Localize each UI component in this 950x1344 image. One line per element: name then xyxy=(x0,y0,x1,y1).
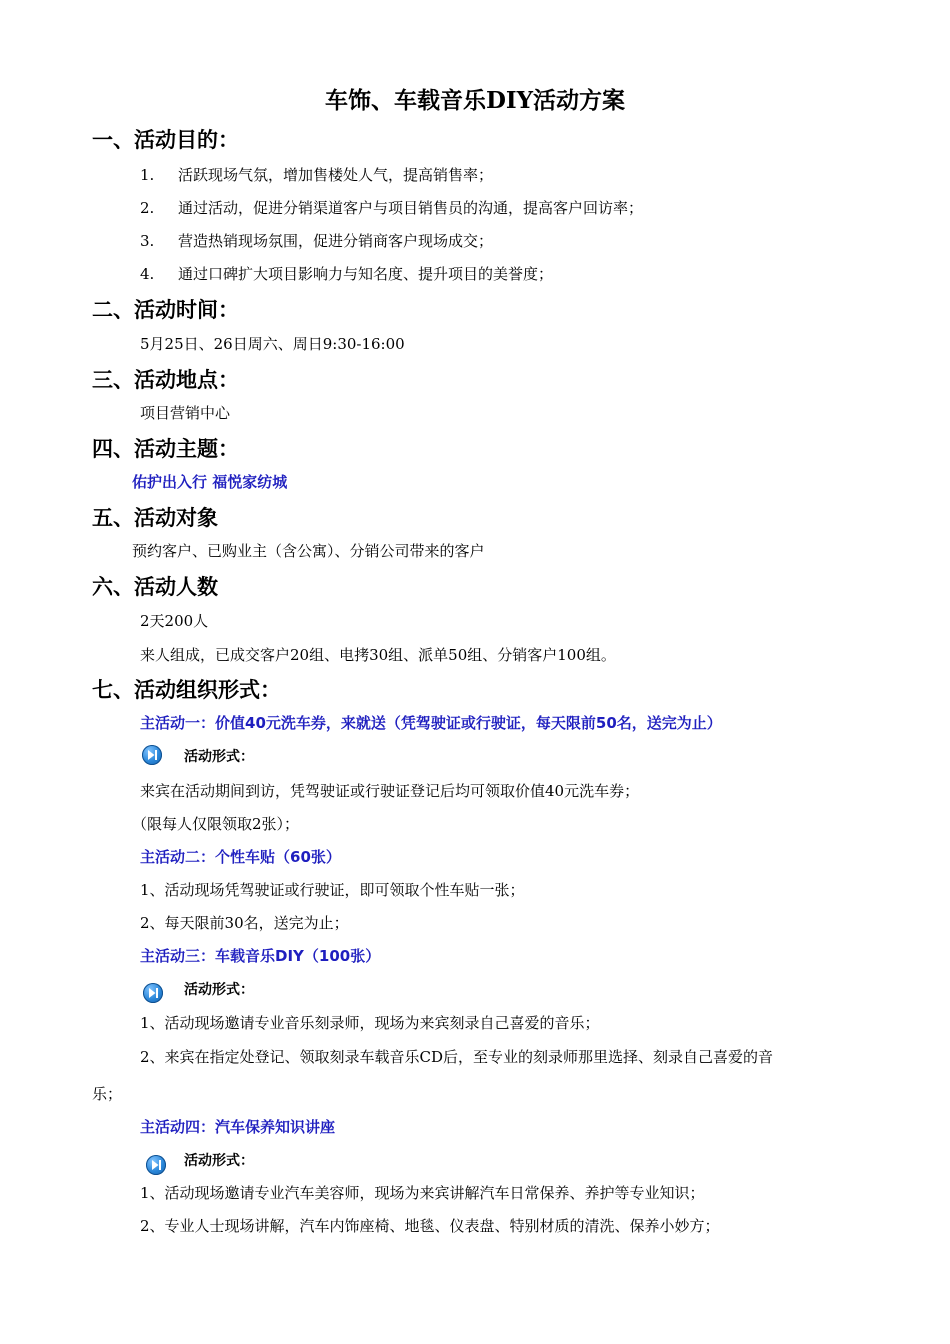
activity-3-title: 主活动三：车载音乐DIY（100张） xyxy=(140,947,381,965)
headcount-total: 2天200人 xyxy=(140,612,209,630)
activity-theme-text: 佑护出入行 福悦家纺城 xyxy=(132,473,288,491)
play-next-icon xyxy=(146,1155,166,1175)
purpose-item-3: 3. 营造热销现场氛围，促进分销商客户现场成交； xyxy=(140,232,494,250)
purpose-item-4: 4. 通过口碑扩大项目影响力与知名度、提升项目的美誉度； xyxy=(140,265,554,283)
headcount-breakdown: 来人组成，已成交客户20组、电拷30组、派单50组、分销客户100组。 xyxy=(140,646,616,664)
activity-3-line-2-continued: 乐； xyxy=(92,1085,123,1103)
section-heading-headcount: 六、活动人数 xyxy=(92,575,218,599)
section-heading-format: 七、活动组织形式： xyxy=(92,678,281,702)
section-heading-theme: 四、活动主题： xyxy=(92,437,239,461)
section-heading-purpose: 一、活动目的： xyxy=(92,128,239,152)
activity-2-line-2: 2、每天限前30名，送完为止； xyxy=(140,914,349,932)
activity-4-form-label: 活动形式： xyxy=(184,1153,254,1169)
activity-4-title: 主活动四：汽车保养知识讲座 xyxy=(140,1118,336,1136)
section-heading-time: 二、活动时间： xyxy=(92,298,239,322)
activity-1-title: 主活动一：价值40元洗车券，来就送（凭驾驶证或行驶证，每天限前50名，送完为止） xyxy=(140,714,722,732)
activity-audience-text: 预约客户、已购业主（含公寓）、分销公司带来的客户 xyxy=(132,542,485,560)
activity-3-line-1: 1、活动现场邀请专业音乐刻录师，现场为来宾刻录自己喜爱的音乐； xyxy=(140,1014,600,1032)
purpose-item-2: 2. 通过活动，促进分销渠道客户与项目销售员的沟通，提高客户回访率； xyxy=(140,199,644,217)
activity-3-line-2: 2、来宾在指定处登记、领取刻录车载音乐CD后，至专业的刻录师那里选择、刻录自己喜爱的音 xyxy=(140,1048,774,1066)
section-heading-audience: 五、活动对象 xyxy=(92,506,218,530)
play-next-icon xyxy=(142,745,162,765)
activity-1-line-2: （限每人仅限领取2张）； xyxy=(132,815,300,833)
play-next-icon xyxy=(143,983,163,1003)
activity-1-form-label: 活动形式： xyxy=(184,749,254,765)
activity-location-text: 项目营销中心 xyxy=(140,404,231,422)
activity-1-line-1: 来宾在活动期间到访，凭驾驶证或行驶证登记后均可领取价值40元洗车券； xyxy=(140,782,640,800)
activity-2-title: 主活动二：个性车贴（60张） xyxy=(140,848,341,866)
section-heading-location: 三、活动地点： xyxy=(92,368,239,392)
activity-2-line-1: 1、活动现场凭驾驶证或行驶证，即可领取个性车贴一张； xyxy=(140,881,525,899)
activity-4-line-1: 1、活动现场邀请专业汽车美容师，现场为来宾讲解汽车日常保养、养护等专业知识； xyxy=(140,1184,705,1202)
activity-time-text: 5月25日、26日周六、周日9:30-16:00 xyxy=(140,335,405,353)
document-title: 车饰、车载音乐DIY活动方案 xyxy=(324,87,626,114)
activity-4-line-2: 2、专业人士现场讲解，汽车内饰座椅、地毯、仪表盘、特别材质的清洗、保养小妙方； xyxy=(140,1217,720,1235)
activity-3-form-label: 活动形式： xyxy=(184,982,254,998)
purpose-item-1: 1. 活跃现场气氛，增加售楼处人气，提高销售率； xyxy=(140,166,494,184)
